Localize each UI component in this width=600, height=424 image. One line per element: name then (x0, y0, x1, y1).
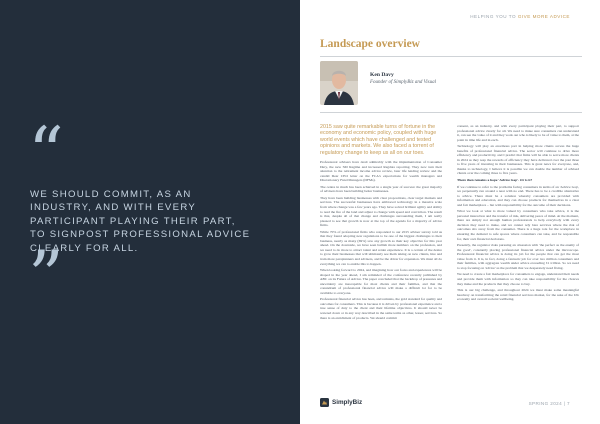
divider (320, 56, 582, 57)
open-quote-icon: “ (28, 112, 60, 194)
article-subheading: There then remains a hope 'Advice Gap'. Or is it? (457, 178, 533, 183)
body-paragraph: This is our big challenge, and throughout 2024 we must make some meaningful headway on transforming the retail financial services market, for the sake of the UK economy and overall societal wellbeing. (457, 288, 579, 302)
page-number: SPRING 2024 | 7 (528, 401, 570, 406)
body-paragraph: Presently, the regulator risks pursuing an obsession with 'the perfect as the enemy of the good', constantly placing professional financial advice under the microscope. Professional financial advice is doing its job for the people that can get the most value from it. It is, in fact, doing a fantastic job for over two million consumers and their families, with aggregate wealth under advice exceeding £1 trillion. So we need to stop focusing on 'advice' as the problem that we desperately need fixing. (457, 243, 579, 270)
running-header-accent: GIVE MORE ADVICE (517, 14, 570, 19)
pull-quote: WE SHOULD COMMIT, AS AN INDUSTRY, AND WITH EVERY PARTICIPANT PLAYING THEIR PART, TO SIGNPOST PROFESSIONAL ADVICE CLEARLY FOR ALL. (30, 189, 251, 254)
simplybiz-logo-text: SimplyBiz (332, 399, 363, 406)
running-header (470, 14, 570, 19)
body-paragraph: Professional advisers have dealt admirably with the implementation of Consumer Duty, the new SM Regime and increased Regdata reporting. They now turn their attention to the retirement income advice review, later life lending review and the candid Dear CEO letter on the FCA's expectations for wealth managers and Discretionary Fund Managers (DFMs). (320, 160, 442, 183)
close-quote-icon: ” (28, 236, 60, 318)
article-intro: 2015 saw quite remarkable turns of fortune in the economy and economic policy, coupled with huge world events which have challenged and tested opinions and markets. We also faced a torrent of regulatory change to keep us all on our toes. (320, 124, 437, 156)
simplybiz-logo (320, 398, 362, 407)
simplybiz-logo-icon (320, 398, 329, 407)
author-photo (320, 61, 358, 105)
body-paragraph: While 70% of professional firms who responded to our 2015 adviser survey told us that they found adopting new regulations to be one of the biggest challenges to their business, nearly as many (69%) saw any growth as their key objective for this year ahead. On the downside, we have seen bullish more numbers on the profession, and we need to do more to attract talent and retain experience. It is a certain of the desire to grow their businesses that will ultimately see them taking on new clients, hire and train more paraplanners and advisers, and be the driver for expansion. We must all do everything we can to enable this to happen. (320, 229, 442, 266)
author-name: Ken Davy (370, 72, 394, 78)
article-column-right (457, 124, 579, 304)
body-paragraph: They have been building businesses with clear propositions, clear target markets and services. The successful businesses have embraced technology in a massive scale from where change was a few years ago. They have solved brilliant agility and ability to read the fire of the land and adjust to change with speed and conviction. The result is that, despite all of that change and challenges surrounding them, I am really pleased to see that growth is now at the top of the agenda for a majority of advice firms. (320, 195, 442, 228)
author-role: Founder of SimplyBiz and Visual (370, 80, 437, 85)
divider (320, 112, 582, 113)
article-title: Landscape overview (320, 38, 420, 50)
article-column-left (320, 124, 442, 322)
body-paragraph: Professional financial advice has been, and remains, the gold standard for quality and outcomes for consumers. This is because it is driven by professional experience and a true sense of duty to the client and their lifetime objectives. It should never be watered down or in any way described in the same terms as other, lesser, services. So there is an enrichment of products. We should commit (320, 297, 442, 320)
body-paragraph: If we continue to refer to the problems facing consumers in terms of an 'Advice Gap', we perpetually run around a near with no end. There has to be a credible alternative to advice. There must be a solution whereby consumers are provided with information and education, and they can choose products for themselves in a clear and fair marketplace – but with responsibility for the outcome of their decisions. (457, 184, 579, 207)
right-page-article (300, 0, 600, 424)
running-header-prefix: HELPING YOU TO (470, 14, 518, 19)
body-paragraph: What we look at what is more valued by consumers who take advice, it is the personal interaction and the transfer of risk, delivering peace of mind. At the moment, there are simply not enough human professionals to help everybody with every decision they need to make, and we cannot rely bare services where the risk of outcomes sits away from the consumer. There is a huge role for the workplace in ensuring the demand to safe spaces where consumers can take, and be responsible for, their own financial decisions. (457, 209, 579, 241)
body-paragraph: The centre in much has been achieved in a single year of success: the great majority of advisers have been building better businesses. (320, 184, 442, 194)
body-paragraph: Technology will play an enormous part in helping more clients access the huge benefits of professional financial advice. The sector will continue to drive more efficiency and productivity, and I predict that firms will be able to serve more clients in 2024 as they reap the rewards of efficiency they have delivered over the past three to five years of investing in their businesses. This is great news for everyone, and, thanks to technology, I believe it is possible we can double the number of advised clients over the coming three to five years. (457, 144, 579, 176)
body-paragraph: We need to create a fair marketplace for consumers to engage, understand their needs and provide them with information so they can take responsibility for the choices they make and the products that they choose to buy. (457, 272, 579, 286)
body-paragraph: consent, as an industry, and with every participant playing their part, to support professional advice clearly for all. We need to make sure consumers can understand it, can see the value of it and they work out who is likely to be of value to them, at the point in time life and in each. (457, 124, 579, 142)
body-paragraph: When looking forward to 2024, and imagining how our focus and experiences will be shaped in the year ahead, I am reminded of the conference recently published by ABC on its Future of Advice. The paper concluded that the backdrop of pressures and uncertainty are inescapable for most clients and their families, and that the conundrum of professional financial advice will make a difficult lot for to be available to everyone. (320, 268, 442, 295)
